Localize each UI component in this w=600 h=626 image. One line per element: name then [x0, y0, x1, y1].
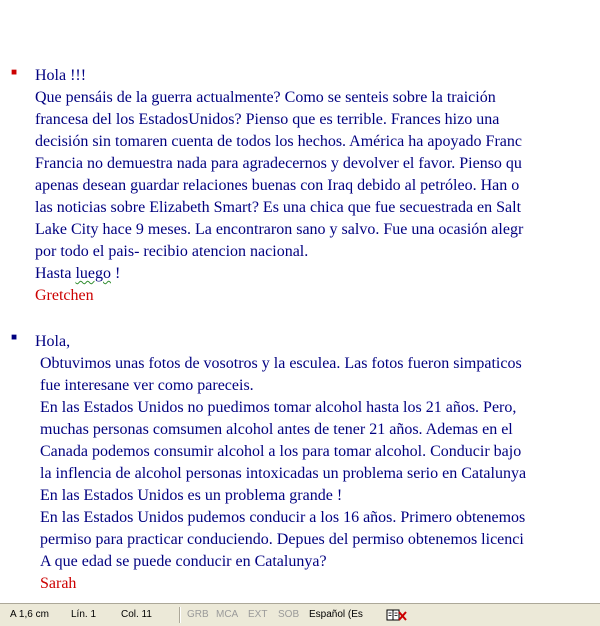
letter-2-line: fue interesane ver como pareceis.: [40, 377, 254, 394]
status-mca[interactable]: MCA: [216, 609, 239, 620]
bullet-marker: ■: [11, 332, 18, 343]
letter-1-line: Que pensáis de la guerra actualmente? Como se senteis sobre la traición: [35, 89, 496, 106]
status-sob[interactable]: SOB: [278, 609, 300, 620]
letter-2-line: Obtuvimos unas fotos de vosotros y la esculea. Las fotos fueron simpaticos: [40, 355, 522, 372]
status-column: Col. 11: [121, 609, 152, 620]
letter-1-line: por todo el pais- recibio atencion nacional.: [35, 243, 309, 260]
letter-1-line: francesa del los EstadosUnidos? Pienso que es terrible. Frances hizo una: [35, 111, 500, 128]
status-grb[interactable]: GRB: [187, 609, 209, 620]
status-position: A 1,6 cm: [10, 609, 49, 620]
letter-1-greeting: Hola !!!: [35, 67, 87, 84]
letter-1-line: apenas desean guardar relaciones buenas con Iraq debido al petróleo. Han o: [35, 177, 520, 194]
spelling-flagged-word[interactable]: luego: [75, 265, 111, 282]
letter-2-signature: Sarah: [40, 575, 77, 592]
letter-1-closing: [35, 263, 120, 285]
letter-2-line: En las Estados Unidos no puedimos tomar alcohol hasta los 21 años. Pero,: [40, 399, 517, 416]
status-bar: [0, 603, 600, 626]
status-language[interactable]: Español (Es: [309, 609, 363, 620]
letter-1-signature: Gretchen: [35, 287, 94, 304]
status-divider: [179, 607, 181, 623]
letter-1-line: Francia no demuestra nada para agradecernos y devolver el favor. Pienso qu: [35, 155, 522, 172]
letter-2-line: permiso para practicar conduciendo. Depues del permiso obtenemos licenci: [40, 531, 524, 548]
closing-text: !: [110, 265, 121, 282]
status-line: Lín. 1: [71, 609, 97, 620]
letter-1-line: Lake City hace 9 meses. La encontraron sano y salvo. Fue una ocasión alegr: [35, 221, 524, 238]
letter-2-line: Canada podemos consumir alcohol a los para tomar alcohol. Conducir bajo: [40, 443, 522, 460]
letter-1-line: decisión sin tomaren cuenta de todos los hechos. América ha apoyado Franc: [35, 133, 522, 150]
letter-1-line: las noticias sobre Elizabeth Smart? Es una chica que fue secuestrada en Salt: [35, 199, 522, 216]
bullet-marker: ■: [11, 67, 18, 78]
spellcheck-book-icon[interactable]: [386, 608, 408, 622]
letter-2-line: muchas personas comsumen alcohol antes de tener 21 años. Ademas en el: [40, 421, 513, 438]
letter-2-line: En las Estados Unidos pudemos conducir a los 16 años. Primero obtenemos: [40, 509, 526, 526]
letter-2-greeting: Hola,: [35, 333, 71, 350]
letter-2-line: A que edad se puede conducir en Catalunya?: [40, 553, 327, 570]
letter-2-line: En las Estados Unidos es un problema grande !: [40, 487, 343, 504]
closing-text: Hasta: [35, 265, 76, 282]
letter-2-line: la inflencia de alcohol personas intoxicadas un problema serio en Catalunya: [40, 465, 527, 482]
status-ext[interactable]: EXT: [248, 609, 268, 620]
